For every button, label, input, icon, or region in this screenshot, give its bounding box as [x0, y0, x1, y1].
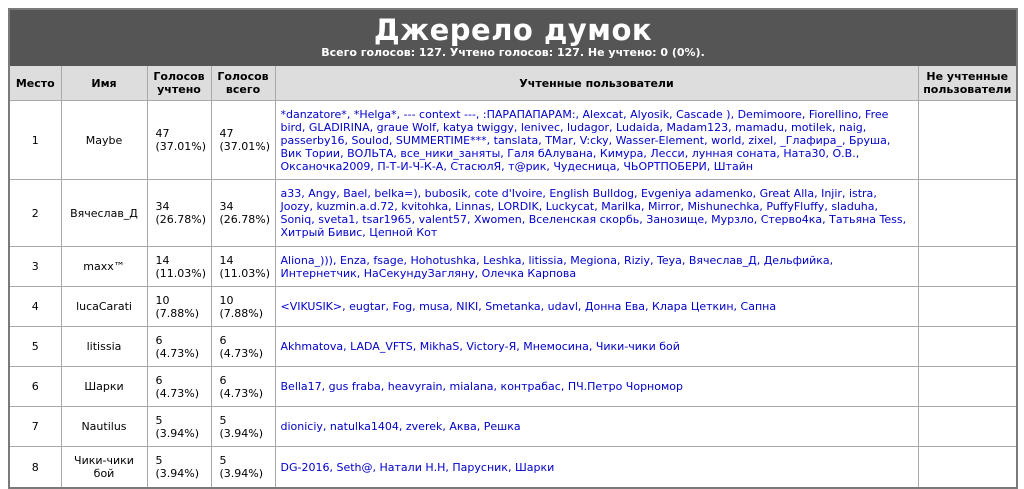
votes-counted-value: 14 [155, 253, 170, 267]
user-link[interactable]: graue Wolf [376, 120, 437, 134]
user-link[interactable]: Mirror [648, 200, 681, 213]
votes-total-value: 47 [219, 127, 234, 140]
uncounted-users-list [918, 327, 1017, 367]
votes-counted-cell [147, 447, 211, 489]
votes-total-percent: (4.73%) [219, 346, 264, 360]
header-uncounted-users: Не учтенные пользователи [918, 66, 1017, 101]
user-link[interactable]: ЧЬОРТПОБЕРИ [623, 159, 707, 173]
user-link[interactable]: sveta1 [318, 213, 356, 226]
votes-total-percent: (3.94%) [219, 467, 264, 480]
candidate-name: Чики-чики бой [61, 447, 147, 489]
user-link[interactable]: лунная соната [691, 146, 777, 160]
user-link[interactable]: Мурзло [711, 213, 754, 226]
votes-total-percent: (26.78%) [219, 213, 271, 226]
votes-total-percent: (3.94%) [219, 426, 264, 440]
user-link[interactable]: Аква [449, 420, 477, 433]
counted-users-list: <VIKUSIK>, eugtar, Fog, musa, NIKI, Smetanka, udavl, Донна Ева, Клара Цеткин, Сапна [275, 287, 918, 327]
user-link[interactable]: Akhmatova [280, 340, 344, 353]
page-title: Джерело думок [373, 13, 653, 47]
user-link[interactable]: sladuha [831, 200, 875, 213]
counted-users-list: Bella17, gus fraba, heavyrain, mialana, контрабас, ПЧ.Петро Чорномор [275, 367, 918, 407]
uncounted-users-list [918, 407, 1017, 447]
votes-total-value: 34 [219, 200, 234, 213]
uncounted-users-list [918, 287, 1017, 327]
user-link[interactable]: Demimoore [737, 107, 802, 121]
header-votes-counted: Голосов учтено [147, 66, 211, 101]
votes-total-cell [211, 407, 275, 447]
user-link[interactable]: Victory-Я [466, 340, 517, 353]
votes-counted-cell [147, 407, 211, 447]
user-link[interactable]: Лесси [650, 146, 685, 160]
table-row [9, 367, 1017, 407]
user-link[interactable]: Вселенская скорбь [528, 213, 640, 226]
candidate-name: Maybe [61, 101, 147, 180]
user-link[interactable]: Fog [392, 300, 413, 313]
user-link[interactable]: Дельфийка [763, 253, 830, 267]
votes-counted-cell [147, 180, 211, 247]
user-link[interactable]: bubosik [424, 187, 468, 200]
user-link[interactable]: Цепной Кот [369, 226, 438, 239]
user-link[interactable]: a33 [280, 187, 302, 200]
user-link[interactable]: Интернетчик [280, 266, 357, 280]
user-link[interactable]: udavl [547, 300, 578, 313]
votes-counted-cell [147, 327, 211, 367]
user-link[interactable]: Fiorellino [808, 107, 859, 121]
votes-total-percent: (11.03%) [219, 266, 271, 280]
votes-counted-percent: (37.01%) [155, 140, 207, 153]
user-link[interactable]: Стерво4ка [760, 213, 823, 226]
user-link[interactable]: GLADIRINA [308, 120, 370, 134]
user-link[interactable]: Angy [308, 187, 337, 200]
user-link[interactable]: контрабас [500, 380, 561, 393]
user-link[interactable]: world [711, 133, 742, 147]
user-link[interactable]: Сапна [740, 300, 777, 313]
place-cell: 1 [9, 101, 61, 180]
user-link[interactable]: Галя бАлувана [507, 146, 593, 160]
place-cell: 4 [9, 287, 61, 327]
user-link[interactable]: Great Alla [759, 187, 815, 200]
uncounted-users-list [918, 101, 1017, 180]
votes-total-value: 6 [219, 333, 227, 347]
user-link[interactable]: ludagor [567, 120, 610, 134]
user-link[interactable]: ПЧ.Петро Чорномор [567, 380, 683, 393]
user-link[interactable]: Олечка Карпова [481, 266, 577, 280]
votes-total-value: 14 [219, 253, 234, 267]
user-link[interactable]: Soniq [280, 213, 312, 226]
user-link[interactable]: Madam123 [666, 120, 729, 134]
user-link[interactable]: motilek [791, 120, 833, 134]
user-link[interactable]: Seth@ [336, 460, 373, 474]
vote-summary: Всего голосов: 127. Учтено голосов: 127. Не учтено: 0 (0%). [321, 46, 705, 59]
user-link[interactable]: Leshka [483, 253, 522, 267]
title-bar [9, 9, 1017, 66]
user-link[interactable]: LORDIK [497, 200, 539, 213]
user-link[interactable]: Кимура [599, 146, 644, 160]
counted-users-list: a33, Angy, Bael, belka=), bubosik, cote d'Ivoire, English Bulldog, Evgeniya adamenko, Great Alla, Injir, istra, Joozy, kuzmin.a.d.72, kvitohka, Linnas, LORDIK, Luckycat, Marilka, Mirror, Mishunechka, PuffyFluffy, sladuha, Soniq, sveta1, tsar1965, valent57, Xwomen, Вселенская скорбь, Занозище, Мурзло, Стерво4ка, Татьяна Tess, Хитрый Бивис, Цепной Кот [275, 180, 918, 247]
user-link[interactable]: naig [839, 120, 863, 134]
user-link[interactable]: Чики-чики бой [595, 340, 680, 353]
votes-total-cell [211, 447, 275, 489]
candidate-name: Шарки [61, 367, 147, 407]
user-link[interactable]: Хитрый Бивис [280, 226, 363, 239]
candidate-name: lucaCarati [61, 287, 147, 327]
user-link[interactable]: kvitohka [401, 200, 449, 213]
candidate-name: litissia [61, 327, 147, 367]
votes-counted-value: 6 [155, 373, 163, 387]
user-link[interactable]: Mishunechka [687, 200, 760, 213]
user-link[interactable]: Bael [343, 187, 368, 200]
user-link[interactable]: Штайн [713, 159, 754, 173]
user-link[interactable]: Вик Тории [280, 146, 341, 160]
user-link[interactable]: Ludaida [616, 120, 660, 134]
user-link[interactable]: Riziy [623, 253, 650, 267]
user-link[interactable]: Soulod [351, 133, 389, 147]
header-name: Имя [61, 66, 147, 101]
user-link[interactable]: все_ники_заняты [400, 146, 501, 160]
votes-total-percent: (37.01%) [219, 140, 271, 153]
user-link[interactable]: musa [419, 300, 450, 313]
counted-users-list: *danzatore*, *Helga*, --- context ---, :ПАРАПАПАРАМ:, Alexcat, Alyosik, Cascade ), Demimoore, Fiorellino, Free bird, GLADIRINA, graue Wolf, katya twiggy, lenivec, ludagor, Ludaida, Madam123, mamadu, motilek, naig, passerby16, Soulod, SUMMERTIME***, tanslata, TMar, V:cky, Wasser-Element, world, zixel, _Глафира_, Бруша, Вик Тории, ВОЛЬТА, все_ники_заняты, Галя бАлувана, Кимура, Лесси, лунная соната, Ната30, О.В., Оксаночка2009, П-Т-И-Ч-К-А, СтасюлЯ, т@рик, Чудесница, ЧЬОРТПОБЕРИ, Штайн [275, 101, 918, 180]
user-link[interactable]: Занозище [646, 213, 705, 226]
votes-counted-percent: (3.94%) [155, 426, 200, 440]
user-link[interactable]: Evgeniya adamenko [640, 187, 753, 200]
user-link[interactable]: mamadu [735, 120, 785, 134]
votes-counted-percent: (3.94%) [155, 467, 200, 480]
user-link[interactable]: NIKI [456, 300, 479, 313]
user-link[interactable]: Megiona [570, 253, 617, 267]
votes-total-value: 5 [219, 454, 227, 467]
votes-total-cell [211, 247, 275, 287]
table-row [9, 247, 1017, 287]
votes-counted-value: 6 [155, 333, 163, 347]
user-link[interactable]: natulka1404 [329, 420, 399, 433]
user-link[interactable]: т@рик [508, 159, 547, 173]
votes-total-value: 5 [219, 413, 227, 427]
votes-counted-cell [147, 287, 211, 327]
user-link[interactable]: Натали Н.Н [379, 460, 446, 474]
user-link[interactable]: zverek [405, 420, 443, 433]
user-link[interactable]: heavyrain [387, 380, 443, 393]
user-link[interactable]: Решка [483, 420, 521, 433]
user-link[interactable]: ВОЛЬТА [347, 146, 394, 160]
user-link[interactable]: Luckycat [545, 200, 595, 213]
user-link[interactable]: lenivec [520, 120, 561, 134]
user-link[interactable]: katya twiggy [443, 120, 514, 134]
user-link[interactable]: Парусник [452, 460, 508, 474]
votes-total-cell [211, 101, 275, 180]
user-link[interactable]: Татьяна Tess [829, 213, 903, 226]
user-link[interactable]: --- context --- [403, 107, 476, 121]
user-link[interactable]: V:cky [579, 133, 609, 147]
user-link[interactable]: Marilka [601, 200, 642, 213]
user-link[interactable]: zixel [748, 133, 774, 147]
user-link[interactable]: *danzatore* [280, 107, 347, 121]
uncounted-users-list [918, 367, 1017, 407]
user-link[interactable]: kuzmin.a.d.72 [316, 200, 395, 213]
user-link[interactable]: Bella17 [280, 380, 322, 393]
table-row [9, 327, 1017, 367]
user-link[interactable]: dioniciy [280, 420, 323, 433]
user-link[interactable]: SUMMERTIME*** [395, 133, 487, 147]
place-cell: 5 [9, 327, 61, 367]
table-row [9, 447, 1017, 489]
user-link[interactable]: Free bird [280, 107, 889, 134]
uncounted-users-list [918, 247, 1017, 287]
user-link[interactable]: НаСекундуЗагляну [363, 266, 475, 280]
votes-total-cell [211, 180, 275, 247]
place-cell: 3 [9, 247, 61, 287]
votes-counted-value: 47 [155, 127, 170, 140]
user-link[interactable]: MikhaS [419, 340, 460, 353]
votes-counted-value: 5 [155, 413, 163, 427]
user-link[interactable]: <VIKUSIK> [280, 300, 343, 313]
votes-counted-value: 34 [155, 200, 170, 213]
user-link[interactable]: cote d'Ivoire [474, 187, 543, 200]
user-link[interactable]: О.В. [832, 146, 856, 160]
votes-counted-percent: (4.73%) [155, 346, 200, 360]
table-header [9, 66, 1017, 101]
user-link[interactable]: eugtar [349, 300, 386, 313]
user-link[interactable]: *Helga* [353, 107, 397, 121]
user-link[interactable]: :ПАРАПАПАРАМ: [482, 107, 576, 121]
place-cell: 6 [9, 367, 61, 407]
user-link[interactable]: gus fraba [328, 380, 381, 393]
votes-total-cell [211, 287, 275, 327]
votes-total-value: 6 [219, 373, 227, 387]
user-link[interactable]: Hohotushka [410, 253, 477, 267]
user-link[interactable]: belka=) [374, 187, 418, 200]
user-link[interactable]: Бруша [848, 133, 887, 147]
user-link[interactable]: Joozy [280, 200, 310, 213]
table-row [9, 101, 1017, 180]
user-link[interactable]: Wasser-Element [615, 133, 705, 147]
votes-counted-percent: (7.88%) [155, 306, 200, 320]
user-link[interactable]: DG-2016 [280, 460, 330, 474]
user-link[interactable]: PuffyFluffy [766, 200, 825, 213]
table-row [9, 180, 1017, 247]
results-table [8, 8, 1018, 489]
user-link[interactable]: Smetanka [485, 300, 541, 313]
user-link[interactable]: istra [848, 187, 874, 200]
uncounted-users-list [918, 447, 1017, 489]
counted-users-list: Akhmatova, LADA_VFTS, MikhaS, Victory-Я, Мнемосина, Чики-чики бой [275, 327, 918, 367]
user-link[interactable]: Aliona_))) [280, 253, 333, 267]
table-row [9, 407, 1017, 447]
user-link[interactable]: fsage [373, 253, 404, 267]
user-link[interactable]: Teya [657, 253, 682, 267]
votes-total-percent: (7.88%) [219, 306, 264, 320]
user-link[interactable]: mialana [449, 380, 494, 393]
user-link[interactable]: Cascade ) [676, 107, 731, 121]
votes-counted-percent: (11.03%) [155, 266, 207, 280]
user-link[interactable]: _Глафира_ [780, 133, 842, 147]
user-link[interactable]: Injir [821, 187, 842, 200]
user-link[interactable]: П-Т-И-Ч-К-А [377, 159, 444, 173]
header-votes-total: Голосов всего [211, 66, 275, 101]
user-link[interactable]: tanslata [493, 133, 539, 147]
uncounted-users-list [918, 180, 1017, 247]
votes-counted-percent: (4.73%) [155, 386, 200, 400]
counted-users-list: dioniciy, natulka1404, zverek, Аква, Решка [275, 407, 918, 447]
counted-users-list: DG-2016, Seth@, Натали Н.Н, Парусник, Шарки [275, 447, 918, 489]
header-place: Место [9, 66, 61, 101]
user-link[interactable]: English Bulldog [549, 187, 634, 200]
user-link[interactable]: Чудесница [553, 159, 617, 173]
user-link[interactable]: TMar [545, 133, 573, 147]
poll-results [8, 8, 1016, 489]
user-link[interactable]: Шарки [514, 460, 555, 474]
place-cell: 2 [9, 180, 61, 247]
votes-total-percent: (4.73%) [219, 386, 264, 400]
header-counted-users: Учтенные пользователи [275, 66, 918, 101]
user-link[interactable]: Вячеслав_Д [688, 253, 757, 267]
votes-counted-cell [147, 367, 211, 407]
user-link[interactable]: Xwomen [473, 213, 522, 226]
user-link[interactable]: СтасюлЯ [450, 159, 502, 173]
user-link[interactable]: Клара Цеткин [652, 300, 734, 313]
user-link[interactable]: passerby16 [280, 133, 345, 147]
candidate-name: Nautilus [61, 407, 147, 447]
user-link[interactable]: Ната30 [783, 146, 826, 160]
votes-counted-value: 5 [155, 454, 163, 467]
votes-counted-value: 10 [155, 293, 170, 307]
place-cell: 8 [9, 447, 61, 489]
counted-users-list: Aliona_))), Enza, fsage, Hohotushka, Leshka, litissia, Megiona, Riziy, Teya, Вячеслав_Д, Дельфийка, Интернетчик, НаСекундуЗагляну, Олечка Карпова [275, 247, 918, 287]
user-link[interactable]: litissia [528, 253, 564, 267]
table-row [9, 287, 1017, 327]
table-body [9, 101, 1017, 489]
votes-counted-cell [147, 247, 211, 287]
candidate-name: maxx™ [61, 247, 147, 287]
user-link[interactable]: Оксаночка2009 [280, 159, 371, 173]
votes-total-value: 10 [219, 293, 234, 307]
user-link[interactable]: LADA_VFTS [350, 340, 413, 353]
votes-counted-cell [147, 101, 211, 180]
user-link[interactable]: Донна Ева [584, 300, 646, 313]
user-link[interactable]: Alexcat [582, 107, 624, 121]
user-link[interactable]: Alyosik [630, 107, 670, 121]
user-link[interactable]: Enza [339, 253, 367, 267]
candidate-name: Вячеслав_Д [61, 180, 147, 247]
user-link[interactable]: Linnas [455, 200, 491, 213]
user-link[interactable]: tsar1965 [362, 213, 412, 226]
user-link[interactable]: valent57 [418, 213, 467, 226]
user-link[interactable]: Мнемосина [523, 340, 589, 353]
votes-total-cell [211, 367, 275, 407]
votes-counted-percent: (26.78%) [155, 213, 207, 226]
place-cell: 7 [9, 407, 61, 447]
votes-total-cell [211, 327, 275, 367]
